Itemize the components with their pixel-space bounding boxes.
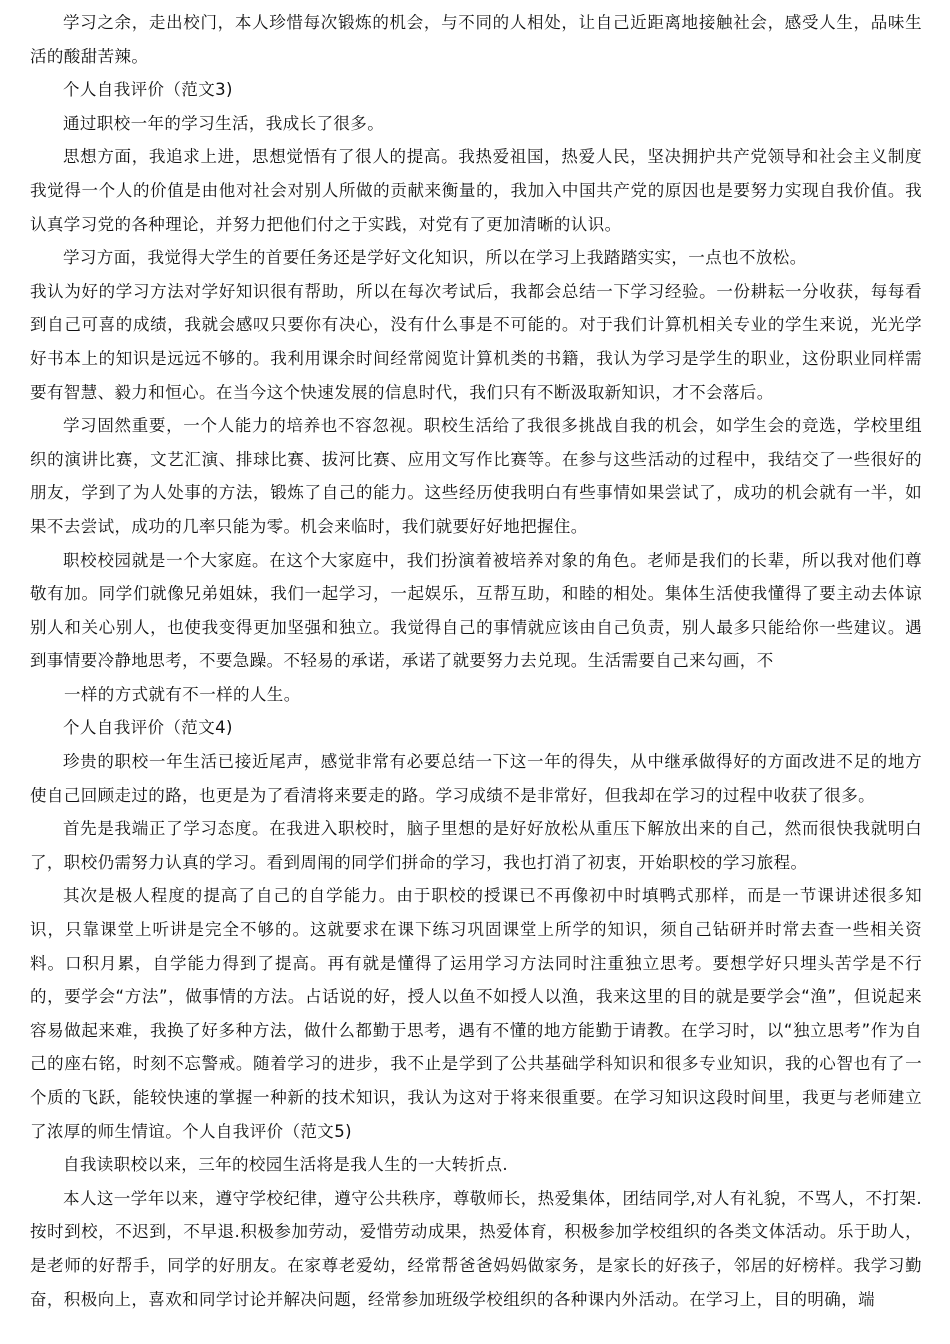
paragraph: 职校校园就是一个大家庭。在这个大家庭中，我们扮演着被培养对象的角色。老师是我们的长辈，所以我对他们尊敬有加。同学们就像兄弟姐妹，我们一起学习，一起娱乐，互帮互助，和睦的相处。集体生活使我懂得了要主动去体谅别人和关心别人，也使我变得更加坚强和独立。我觉得自己的事情就应该由自己负责，别人最多只能给你一些建议。遇到事情要冷静地思考，不要急躁。不轻易的承诺，承诺了就要努力去兑现。生活需要自己来勾画，不: [30, 550, 922, 671]
paragraph: 首先是我端正了学习态度。在我进入职校时，脑子里想的是好好放松从重压下解放出来的自己，然而很快我就明白了，职校仍需努力认真的学习。看到周闱的同学们拼命的学习，我也打消了初衷，开始职校的学习旅程。: [30, 819, 922, 872]
paragraph: 一样的方式就有不一样的人生。: [64, 684, 301, 704]
paragraph: 我认为好的学习方法对学好知识很有帮助，所以在每次考试后，我都会总结一下学习经验。一份耕耘一分收获，每每看到自己可喜的成绩，我就会感叹只要你有决心，没有什么事是不可能的。对于我们计算机相关专业的学生来说，光光学好书本上的知识是远远不够的。我利用课余时间经常阅览计算机类的书籍，我认为学习是学生的职业，这份职业同样需要有智慧、毅力和恒心。在当今这个快速发展的信息时代，我们只有不断汲取新知识，才不会落后。: [30, 281, 922, 402]
paragraph: 思想方面，我追求上进，思想觉悟有了很人的提高。我热爱祖国，热爱人民，坚决拥护共产党领导和社会主义制度我觉得一个人的价值是由他对社会对别人所做的贡献来衡量的，我加入中国共产党的原因也是要努力实现自我价值。我认真学习党的各种理论，并努力把他们付之于实践，对党有了更加清晰的认识。: [30, 147, 922, 234]
section-heading: 个人自我评价（范文3): [63, 80, 233, 100]
paragraph: 学习固然重要，一个人能力的培养也不容忽视。职校生活给了我很多挑战自我的机会，如学生会的竞选，学校里组织的演讲比赛，文艺汇演、排球比赛、拔河比赛、应用文写作比赛等。在参与这些活动的过程中，我结交了一些很好的朋友，学到了为人处事的方法，锻炼了自己的能力。这些经历使我明白有些事情如果尝试了，成功的机会就有一半，如果不去尝试，成功的几率只能为零。机会来临时，我们就要好好地把握住。: [30, 416, 922, 536]
document-body: [30, 6, 922, 1316]
paragraph: 学习之余，走出校门，本人珍惜每次锻炼的机会，与不同的人相处，让自己近距离地接触社会，感受人生，品味生活的酸甜苦辣。: [30, 13, 922, 66]
paragraph: 其次是极人程度的提高了自己的自学能力。由于职校的授课已不再像初中时填鸭式那样，而是一节课讲述很多知识，只靠课堂上听讲是完全不够的。这就要求在课下练习巩固课堂上所学的知识，须自己钻研并时常去查一些相关资料。口积月累，自学能力得到了提高。再有就是懂得了运用学习方法同时注重独立思考。要想学好只埋头苦学是不行的，要学会“方法”，做事情的方法。占话说的好，授人以鱼不如授人以渔，我来这里的目的就是要学会“渔”，但说起来容易做起来难，我换了好多种方法，做什么都勤于思考，遇有不懂的地方能勤于请教。在学习时，以“独立思考”作为自己的座右铭，时刻不忘警戒。随着学习的进步，我不止是学到了公共基础学科知识和很多专业知识，我的心智也有了一个质的飞跃，能较快速的掌握一种新的技术知识，我认为这对于将来很重要。在学习知识这段时间里，我更与老师建立了浓厚的师生情谊。个人自我评价（范文5): [30, 886, 922, 1141]
paragraph: 珍贵的职校一年生活已接近尾声，感觉非常有必要总结一下这一年的得失，从中继承做得好的方面改进不足的地方使自己回顾走过的路，也更是为了看清将来要走的路。学习成绩不是非常好，但我却在学习的过程中收获了很多。: [30, 752, 922, 805]
section-heading: 个人自我评价（范文4): [63, 718, 233, 738]
paragraph: 通过职校一年的学习生活，我成长了很多。: [63, 113, 385, 133]
paragraph: 本人这一学年以来，遵守学校纪律，遵守公共秩序，尊敬师长，热爱集体，团结同学,对人有礼貌，不骂人，不打架.按时到校，不迟到，不早退.积极参加劳动，爱惜劳动成果，热爱体育，积极参加学校组织的各类文体活动。乐于助人，是老师的好帮手，同学的好朋友。在家尊老爱幼，经常帮爸爸妈妈做家务，是家长的好孩子，邻居的好榜样。我学习勤奋，积极向上，喜欢和同学讨论并解决问题，经常参加班级学校组织的各种课内外活动。在学习上，目的明确，端: [30, 1188, 922, 1309]
paragraph: 自我读职校以来，三年的校园生活将是我人生的一大转折点.: [63, 1155, 509, 1175]
paragraph: 学习方面，我觉得大学生的首要任务还是学好文化知识，所以在学习上我踏踏实实，一点也不放松。: [63, 248, 807, 268]
